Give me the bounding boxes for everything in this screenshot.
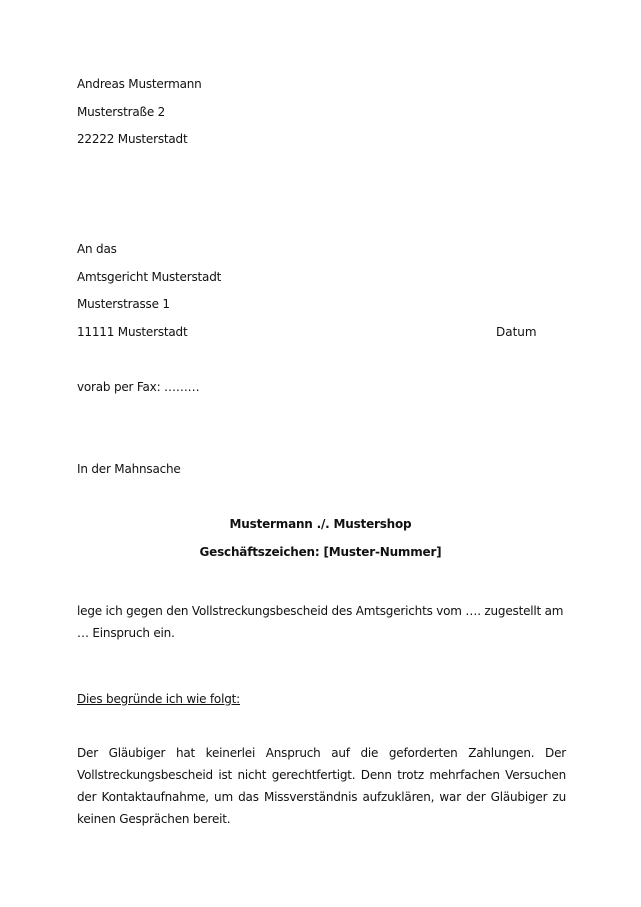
date-label: Datum xyxy=(496,325,537,339)
intro-text: In der Mahnsache xyxy=(77,462,181,476)
sender-name: Andreas Mustermann xyxy=(77,77,202,91)
case-reference: Geschäftszeichen: [Muster-Nummer] xyxy=(199,545,442,559)
sender-city: 22222 Musterstadt xyxy=(77,132,188,146)
recipient-salutation: An das xyxy=(77,242,117,256)
objection-paragraph: lege ich gegen den Vollstreckungsbescheid des Amtsgerichts vom …. zugestellt am … Einspruch ein. xyxy=(77,604,564,640)
reason-paragraph: Der Gläubiger hat keinerlei Anspruch auf die geforderten Zahlungen. Der Vollstreckungsbescheid ist nicht gerechtfertigt. Denn trotz mehrfachen Versuchen der Kontaktaufnahme, um das Missverständnis aufzuklären, war der Gläubiger zu keinen Gesprächen bereit. xyxy=(77,746,566,826)
sender-street: Musterstraße 2 xyxy=(77,105,166,119)
recipient-street: Musterstrasse 1 xyxy=(77,297,170,311)
recipient-city: 11111 Musterstadt xyxy=(77,325,188,339)
case-title: Mustermann ./. Mustershop xyxy=(229,517,412,531)
recipient-court: Amtsgericht Musterstadt xyxy=(77,270,222,284)
reason-heading: Dies begründe ich wie folgt: xyxy=(77,692,240,706)
fax-line: vorab per Fax: ……… xyxy=(77,380,200,394)
